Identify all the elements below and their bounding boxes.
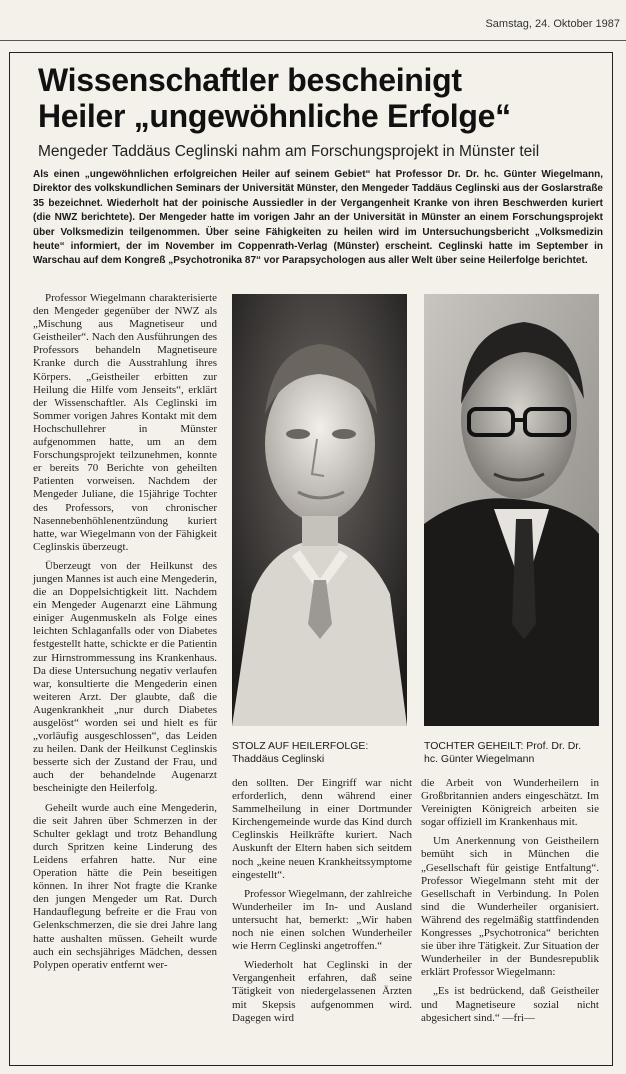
body-paragraph: Wiederholt hat Ceglinski in der Vergangenheit erfahren, daß seine Tätigkeit von niedergelassenen Ärzten mit Skepsis aufgenommen wird. Dagegen wird	[232, 959, 412, 1024]
caption-title: TOCHTER GEHEILT: Prof. Dr. Dr.	[424, 740, 582, 752]
header-rule	[0, 40, 626, 41]
issue-date: Samstag, 24. Oktober 1987	[485, 18, 620, 30]
body-paragraph: die Arbeit von Wunderheilern in Großbritannien anders eingeschätzt. Im Vereinigten Königreich arbeiten sie sogar offiziell im Krankenhaus mit.	[421, 777, 599, 829]
body-column-3	[421, 777, 599, 1031]
body-paragraph: Überzeugt von der Heilkunst des jungen Mannes ist auch eine Mengederin, die an Doppelsichtigkeit litt. Nachdem ein Mengeder Augenarzt eine Lähmung einiger Augenmuskeln als Folge eines leichten Schlaganfalls oder von Diabetes festgestellt hatte, schickte er die Patientin zur Hirnstrommessung ins Krankenhaus. Da diese Untersuchung negativ verlaufen war, konsultierte die Mengederin einen weiteren Arzt. Der glaubte, daß die Augenkrankheit „nur durch Diabetes ausgelöst“ worden sei und hielt es für „vorläufig ausgeschlossen“, das Leiden zu heilen. Dank der Heilkunst Ceglinskis besserte sich der Zustand der Frau, und auch der behandelnde Augenarzt bescheinigte den Heilerfolg.	[33, 559, 217, 795]
body-paragraph: Um Anerkennung von Geistheilern bemüht sich in München die „Gesellschaft für geistige Entfaltung“. Professor Wiegelmann steht mit der Gesellschaft in Verbindung. In Polen sind die Wunderheiler organisiert. Während des regelmäßig stattfindenden Kongresses „Psychotronica“ berichten sie über ihre Tätigkeit. Zur Situation der Wunderheiler in der Bundesrepublik erklärt Professor Wiegelmann:	[421, 835, 599, 979]
body-paragraph: den sollten. Der Eingriff war nicht erforderlich, denn während einer Sammelheilung in einer Dortmunder Kirchengemeinde wurde das Kind durch Ceglinskis Heilkräfte kuriert. Nach Auskunft der Eltern haben sich seitdem noch „keine neuen Krankheitssymptome eingestellt“.	[232, 777, 412, 881]
photo-caption-ceglinski	[232, 740, 407, 766]
portrait-young-man-image	[232, 294, 407, 726]
body-paragraph: Geheilt wurde auch eine Mengederin, die seit Jahren über Schmerzen in der Schulter geklagt und trotz Behandlung durch Spritzen keine Linderung des Leidens erfahren hatte. Nur eine Operation hätte die Pein beseitigen können. In ihrer Not fragte die Kranke den jungen Mengeder um Rat. Durch Handauflegung befreite er die Frau von Gelenkschmerzen, die sie drei Jahre lang hatte aushalten müssen. Geheilt wurde auch ein sechsjähriges Mädchen, dessen Polypen operativ entfernt wer-	[33, 801, 217, 971]
caption-name: hc. Günter Wiegelmann	[424, 753, 535, 765]
caption-title: STOLZ AUF HEILERFOLGE:	[232, 740, 369, 752]
photo-ceglinski	[232, 294, 407, 726]
body-column-1	[33, 292, 217, 978]
photo-caption-wiegelmann	[424, 740, 602, 766]
headline-line-1: Wissenschaftler bescheinigt	[38, 62, 462, 98]
portrait-professor-image	[424, 294, 599, 726]
body-paragraph: Professor Wiegelmann, der zahlreiche Wunderheiler im In- und Ausland untersucht hat, bemerkt: „Wir haben noch nie einen solchen Wunderheiler wie Herrn Ceglinski angetroffen.“	[232, 887, 412, 953]
headline	[38, 62, 608, 134]
body-column-2	[232, 777, 412, 1031]
caption-name: Thaddäus Ceglinski	[232, 753, 325, 765]
body-paragraph: „Es ist bedrückend, daß Geistheiler und Magnetiseure sozial nicht abgesichert sind.“ —fri—	[421, 985, 599, 1024]
headline-line-2: Heiler „ungewöhnliche Erfolge“	[38, 98, 511, 134]
body-paragraph: Professor Wiegelmann charakterisierte den Mengeder gegenüber der NWZ als „Mischung aus Magnetiseur und Geistheiler“. Nach den Ausführungen des Professors behandeln Magnetiseure Kranke durch die Ausstrahlung ihres Körpers. „Geistheiler erbitten zur Heilung die Hilfe vom Jenseits“, erklärt der Wissenschaftler. Als Ceglinski im Sommer vorigen Jahres Kontakt mit dem Hochschullehrer in Münster aufgenommen hatte, um an dem Forschungsprojekt teilzunehmen, konnte er bereits 70 Berichte von geheilten Patienten vorweisen. Nachdem der Mengeder Juliane, die 15jährige Tochter des Professors, von chronischer Nasennebenhöhlenentzündung kuriert hatte, war Wiegelmann von der Fähigkeit Ceglinskis überzeugt.	[33, 292, 217, 553]
photo-wiegelmann	[424, 294, 599, 726]
subheadline: Mengeder Taddäus Ceglinski nahm am Forschungsprojekt in Münster teil	[38, 143, 540, 160]
lead-paragraph: Als einen „ungewöhnlichen erfolgreichen Heiler auf seinem Gebiet“ hat Professor Dr. Dr. hc. Günter Wiegelmann, Direktor des volkskundlichen Seminars der Universität Münster, den Mengeder Taddäus Ceglinski aus der Goslarstraße 35 bezeichnet. Wiederholt hat der poinische Aussiedler in der Vergangenheit Kranke von ihren Beschwerden kuriert (die NWZ berichtete). Der Mengeder hatte im vorigen Jahr an der Universität in Münster an einem Forschungsprojekt über Volksmedizin teilgenommen. Über seine Fähigkeiten zu heilen wird im Untersuchungsbericht „Volksmedizin heute“ informiert, der im November im Coppenrath-Verlag (Münster) erscheint. Ceglinski hatte im September in Warschau auf dem Kongreß „Psychotronika 87“ vor Parapsychologen aus aller Welt über seine Heilerfolge berichtet.	[33, 169, 603, 267]
